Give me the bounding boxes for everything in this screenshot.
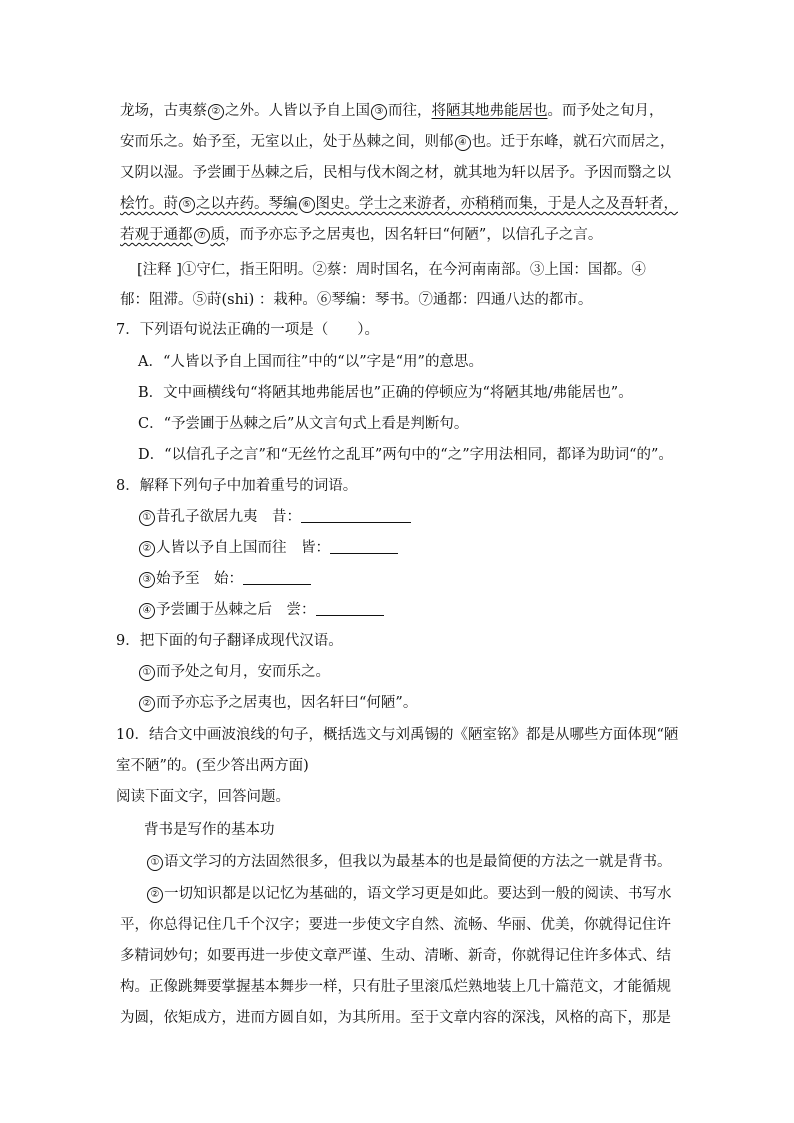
reading-paragraph-2-line-5: 为圆，依矩成方，进而方圆自如，为其所用。至于文章内容的深浅，风格的高下，那是 (120, 1010, 671, 1026)
passage-line-4-wavy (120, 194, 678, 214)
question-9-sentence-2 (138, 693, 417, 713)
passage-text: 若观于通都 (120, 227, 193, 243)
reading-title: 背书是写作的基本功 (144, 822, 275, 838)
passage-text: 图史。学士之来游者，亦稍稍而集，于是人之及吾轩者， (315, 196, 678, 212)
item-number: ④ (139, 603, 155, 619)
passage-text: 桧竹。莳 (120, 196, 178, 212)
passage-text: 安而乐之。始予至，无室以止，处于丛棘之间，则郁 (120, 134, 454, 150)
item-text: 始予至 始： (156, 571, 243, 587)
question-9-sentence-1 (138, 662, 330, 682)
question-8-item-3 (138, 569, 311, 589)
item-number: ② (139, 541, 155, 557)
reading-paragraph-2-line-1 (146, 884, 672, 904)
item-text: 予尝圃于丛棘之后 尝： (156, 602, 316, 618)
question-10-line-1: 10．结合文中画波浪线的句子，概括选文与刘禹锡的《陋室铭》都是从哪些方面体现“陋 (116, 727, 679, 743)
question-7-stem: 7．下列语句说法正确的一项是（ ）。 (116, 322, 379, 338)
question-7-option-d: D．“以信孔子之言”和“无丝竹之乱耳”两句中的“之”字用法相同，都译为助词“的”。 (138, 447, 673, 463)
passage-text: 也。迁于东峰，就石穴而居之， (471, 134, 675, 150)
passage-text: 龙场，古夷蔡 (120, 103, 207, 119)
passage-text: ，而予亦忘予之居夷也，因名轩曰“何陋”，以信孔子之言。 (225, 227, 603, 243)
passage-line-2 (120, 132, 675, 152)
note-marker: ⑤ (179, 197, 195, 213)
paragraph-text: 语文学习的方法固然很多，但我以为最基本的也是最简便的方法之一就是背书。 (164, 854, 672, 870)
passage-line-5 (120, 225, 602, 245)
question-8-item-4 (138, 600, 384, 620)
answer-blank[interactable] (316, 601, 384, 616)
passage-text: 而往， (388, 103, 432, 119)
note-marker: ⑥ (299, 197, 315, 213)
reading-paragraph-2-line-4: 构。正像跳舞要掌握基本舞步一样，只有肚子里滚瓜烂熟地装上几十篇范文，才能循规 (120, 979, 671, 995)
reading-paragraph-2-line-2: 平，你总得记住几千个汉字；要进一步使文字自然、流畅、华丽、优美，你就得记住许 (120, 917, 671, 933)
item-number: ① (139, 665, 155, 681)
paragraph-text: 一切知识都是以记忆为基础的，语文学习更是如此。要达到一般的阅读、书写水 (164, 886, 672, 902)
question-7-option-a: A．“人皆以予自上国而往”中的“以”字是“用”的意思。 (138, 354, 483, 370)
question-7-option-c: C．“予尝圃于丛棘之后”从文言句式上看是判断句。 (138, 416, 469, 432)
note-marker: ③ (371, 104, 387, 120)
paragraph-number: ② (147, 887, 163, 903)
answer-blank[interactable] (330, 539, 398, 554)
item-number: ③ (139, 572, 155, 588)
question-9-stem: 9．把下面的句子翻译成现代汉语。 (116, 633, 343, 649)
note-marker: ④ (455, 135, 471, 151)
notes-line-1: [注释 ]①守仁，指王阳明。②蔡：周时国名，在今河南南部。③上国：国都。④ (137, 262, 646, 278)
underlined-sentence: 将陋其地弗能居也 (431, 103, 548, 119)
wavy-sentence (120, 227, 225, 243)
answer-blank[interactable] (243, 570, 311, 585)
passage-text: 之以卉药。琴编 (196, 196, 298, 212)
note-marker: ⑦ (194, 228, 210, 244)
reading-paragraph-2-line-3: 多精词妙句；如要再进一步使文章严谨、生动、清晰、新奇，你就得记住许多体式、结 (120, 948, 671, 964)
note-marker: ② (208, 104, 224, 120)
passage-text: 。而予处之旬月， (547, 103, 664, 119)
paragraph-number: ① (147, 855, 163, 871)
item-text: 而予亦忘予之居夷也，因名轩曰“何陋”。 (156, 695, 418, 711)
question-8-item-2 (138, 538, 398, 558)
passage-line-1 (120, 101, 664, 121)
question-8-item-1 (138, 507, 411, 527)
item-text: 人皆以予自上国而往 皆： (156, 540, 330, 556)
passage-text: 之外。人皆以予自上国 (225, 103, 370, 119)
item-text: 而予处之旬月，安而乐之。 (156, 664, 330, 680)
reading-intro: 阅读下面文字，回答问题。 (116, 789, 290, 805)
notes-line-2: 郁：阻滞。⑤莳(shi) ：栽种。⑥琴编：琴书。⑦通都：四通八达的都市。 (120, 292, 593, 308)
answer-blank[interactable] (301, 508, 411, 523)
question-7-option-b: B．文中画横线句“将陋其地弗能居也”正确的停顿应为“将陋其地/弗能居也”。 (138, 385, 633, 401)
item-number: ② (139, 696, 155, 712)
passage-text: 质 (210, 227, 225, 243)
question-8-stem: 8．解释下列句子中加着重号的词语。 (116, 478, 358, 494)
item-number: ① (139, 510, 155, 526)
question-10-line-2: 室不陋”的。(至少答出两方面) (116, 758, 309, 774)
reading-paragraph-1 (146, 852, 672, 872)
item-text: 昔孔子欲居九夷 昔： (156, 509, 301, 525)
passage-line-3: 又阴以湿。予尝圃于丛棘之后，民相与伐木阁之材，就其地为轩以居予。予因而翳之以 (120, 165, 671, 181)
